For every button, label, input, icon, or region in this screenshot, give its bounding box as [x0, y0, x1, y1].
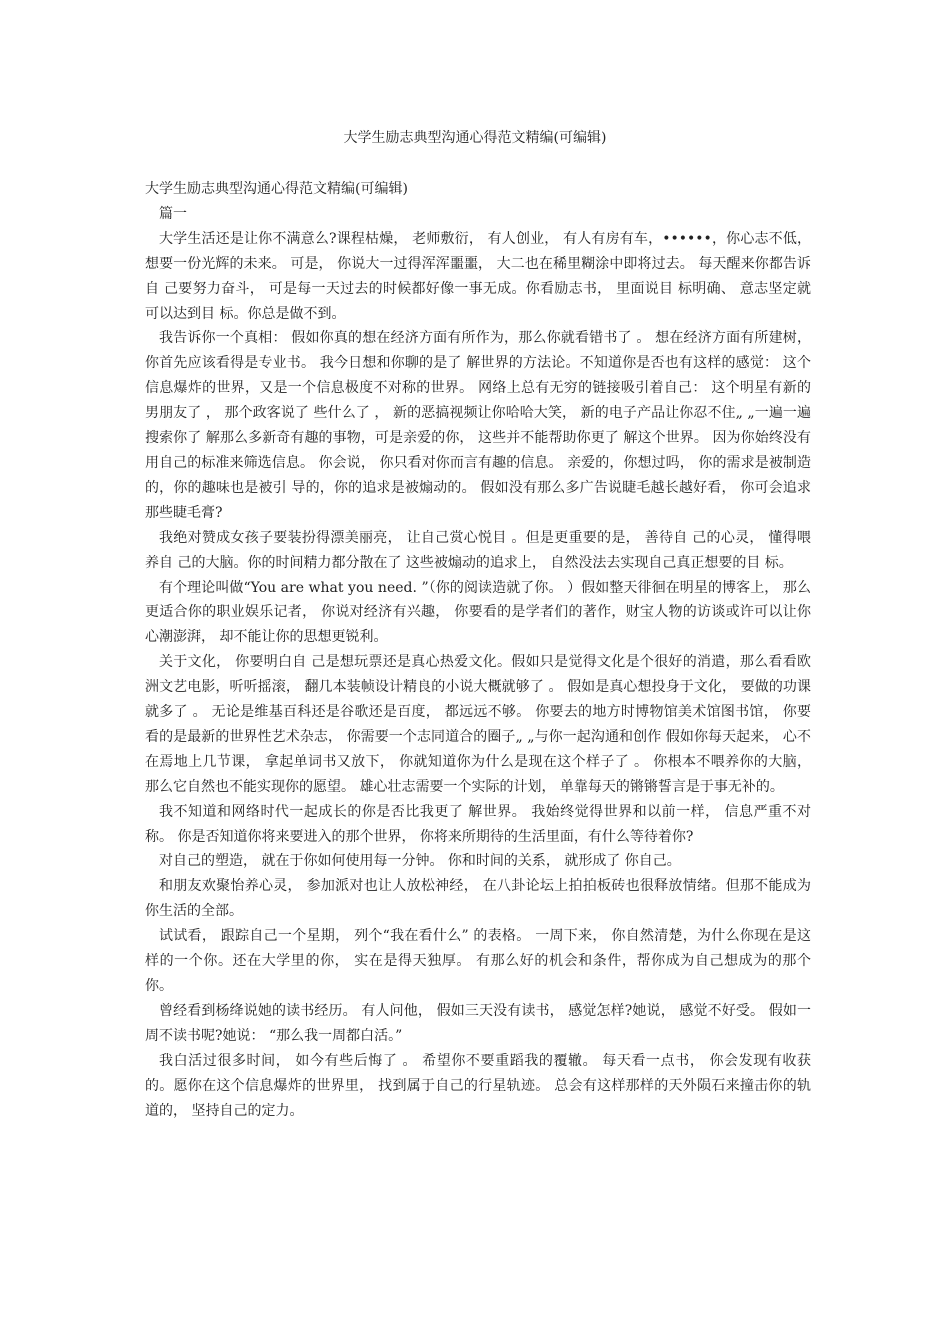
paragraph: 试试看， 跟踪自己一个星期， 列个“我在看什么” 的表格。 一周下来， 你自然清楚，为什么你现在是这样的一个你。还在大学里的你， 实在是得天独厚。 有那么好的机会和条件，帮你成为自己想成为的那个你。	[145, 928, 811, 994]
document-heading: 大学生励志典型沟通心得范文精编(可编辑)	[145, 181, 408, 197]
paragraph: 我不知道和网络时代一起成长的你是否比我更了 解世界。 我始终觉得世界和以前一样， 信息严重不对称。 你是否知道你将来要进入的那个世界， 你将来所期待的生活里面，有什么等待着你?	[145, 803, 811, 845]
paragraph: 曾经看到杨绛说她的读书经历。 有人问他， 假如三天没有读书， 感觉怎样?她说， 感觉不好受。 假如一周不读书呢?她说： “那么我一周都白活。”	[145, 1002, 811, 1044]
paragraph: 关于文化， 你要明白自 己是想玩票还是真心热爱文化。假如只是觉得文化是个很好的消遣，那么看看欧洲文艺电影，听听摇滚， 翻几本装帧设计精良的小说大概就够了 。 假如是真心想投身于文化， 要做的功课就多了 。 无论是维基百科还是谷歌还是百度， 都远远不够。 你要去的地方时博物馆美术馆图书馆， 你要看的是最新的世界性艺术杂志， 你需要一个志同道合的圈子„ „与你一起沟通和创作 假如你每天起来， 心不在焉地上几节课， 拿起单词书又放下， 你就知道你为什么是现在这个样子了 。 你根本不喂养你的大脑， 那么它自然也不能实现你的愿望。 雄心壮志需要一个实际的计划， 单靠每天的锵锵誓言是于事无补的。	[145, 654, 811, 795]
paragraph: 我告诉你一个真相： 假如你真的想在经济方面有所作为，那么你就看错书了 。 想在经济方面有所建树， 你首先应该看得是专业书。 我今日想和你聊的是了 解世界的方法论。不知道你是否也有这样的感觉： 这个信息爆炸的世界，又是一个信息极度不对称的世界。 网络上总有无穷的链接吸引着自己： 这个明星有新的男朋友了 ， 那个政客说了 些什么了 ， 新的恶搞视频让你哈哈大笑， 新的电子产品让你忍不住„ „一遍一遍搜索你了 解那么多新奇有趣的事物，可是亲爱的你， 这些并不能帮助你更了 解这个世界。 因为你始终没有用自己的标准来筛选信息。 你会说， 你只看对你而言有趣的信息。 亲爱的，你想过吗， 你的需求是被制造的，你的趣味也是被引 导的，你的追求是被煽动的。 假如没有那么多广告说睫毛越长越好看， 你可会追求那些睫毛膏?	[145, 330, 811, 521]
paragraph: 我绝对赞成女孩子要装扮得漂美丽亮， 让自己赏心悦目 。但是更重要的是， 善待自 己的心灵， 懂得喂养自 己的大脑。你的时间精力都分散在了 这些被煽动的追求上， 自然没法去实现自己真正想要的目 标。	[145, 529, 811, 571]
section-label: 篇一	[159, 205, 187, 222]
paragraph: 我白活过很多时间， 如今有些后悔了 。 希望你不要重蹈我的覆辙。 每天看一点书， 你会发现有收获的。愿你在这个信息爆炸的世界里， 找到属于自己的行星轨迹。 总会有这样那样的天外陨石来撞击你的轨道的， 坚持自己的定力。	[145, 1052, 811, 1119]
document-body	[145, 177, 811, 1123]
paragraph: 大学生活还是让你不满意么?课程枯燥， 老师敷衍， 有人创业， 有人有房有车，••••••，你心志不低， 想要一份光辉的未来。 可是， 你说大一过得浑浑噩噩， 大二也在稀里糊涂中即将过去。 每天醒来你都告诉自 己要努力奋斗， 可是每一天过去的时候都好像一事无成。你看励志书， 里面说目 标明确、 意志坚定就可以达到目 标。你总是做不到。	[145, 230, 811, 322]
paragraph: 和朋友欢聚怡养心灵， 参加派对也让人放松神经， 在八卦论坛上拍拍板砖也很释放情绪。但那不能成为你生活的全部。	[145, 878, 811, 920]
page-title: 大学生励志典型沟通心得范文精编(可编辑)	[343, 130, 607, 146]
paragraph: 有个理论叫做“You are what you need. ”（你的阅读造就了你。 ）假如整天徘徊在明星的博客上， 那么更适合你的职业娱乐记者， 你说对经济有兴趣， 你要看的是学者们的著作，财宝人物的访谈或许可以让你心潮澎湃， 却不能让你的思想更锐利。	[145, 579, 811, 646]
paragraph: 对自己的塑造， 就在于你如何使用每一分钟。 你和时间的关系， 就形成了 你自己。	[159, 853, 681, 870]
